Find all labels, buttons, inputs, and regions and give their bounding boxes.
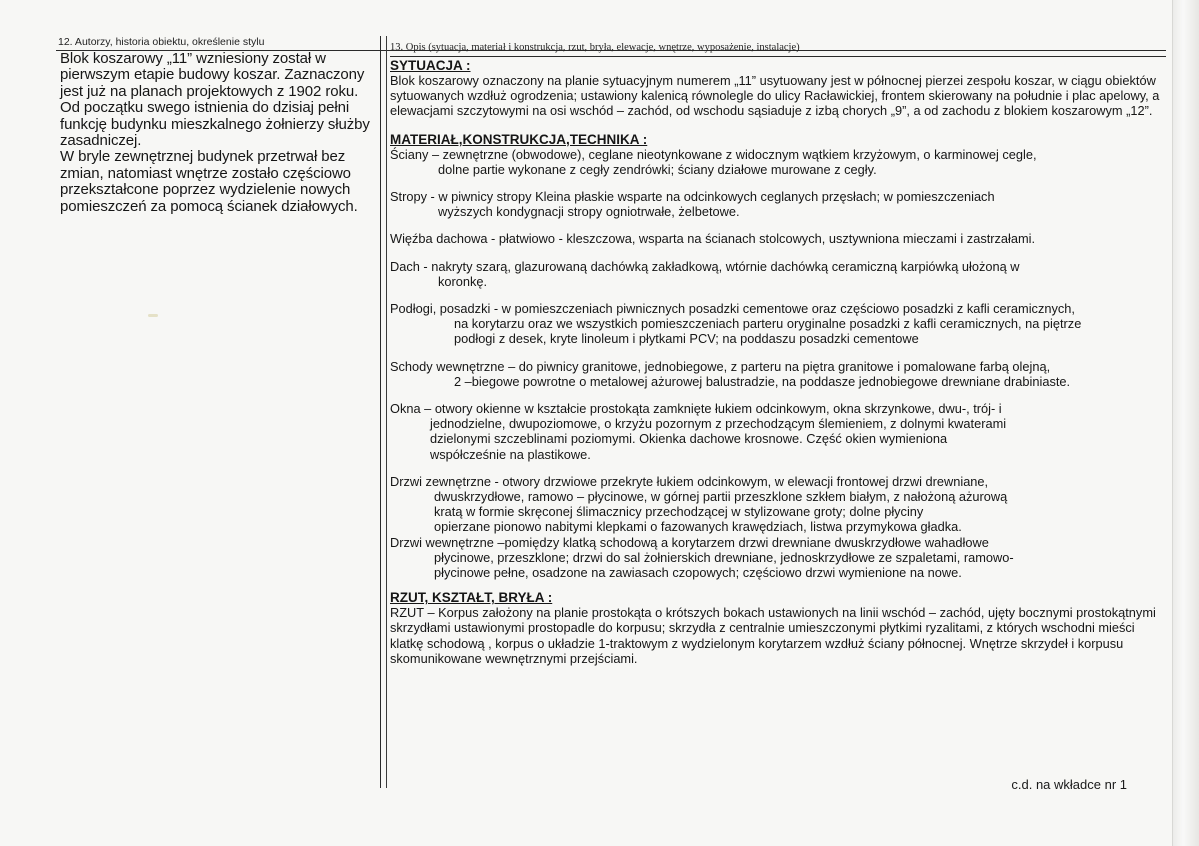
section-12-header: 12. Autorzy, historia obiektu, określenie stylu <box>58 36 265 48</box>
sytuacja-section <box>390 58 1160 119</box>
wiezba-entry: Więźba dachowa - płatwiowo - kleszczowa, wsparta na ścianach stolcowych, usztywniona mieczami i zastrzałami. <box>390 231 1036 247</box>
stropy-line: wyższych kondygnacji stropy ogniotrwałe, żelbetowe. <box>438 204 740 220</box>
drzwi-line: płycinowe, przeszklone; drzwi do sal żołnierskich drewniane, jednoskrzydłowe ze szpaletami, ramowo- <box>434 549 1014 565</box>
drzwi-wewnetrzne-entry <box>390 535 1160 581</box>
rzut-text: RZUT – Korpus założony na planie prostokąta o krótszych bokach ustawionych na linii wschód – zachód, ujęty bocznymi prostokątnymi skrzydłami ustawionymi prostopadle do korpusu; skrzydła z centralnie umieszczonymi płytkimi ryzalitami, z których wschodni mieści klatkę schodową , korpus o układzie 1-traktowym z wydzielonym korytarzem wzdłuż ściany północnej. Wnętrze skrzydeł i korpusu skomunikowane wewnętrznymi przejściami. <box>390 605 1156 666</box>
stropy-line: Stropy - w piwnicy stropy Kleina płaskie wsparte na odcinkowych ceglanych przęsłach; w pomieszczeniach <box>390 189 995 205</box>
left-column <box>58 36 378 215</box>
stropy-entry <box>390 189 1160 219</box>
drzwi-line: kratą w formie skręconej ślimacznicy przechodzącej w stylizowane groty; dolne płyciny <box>434 504 924 520</box>
dach-entry <box>390 259 1160 289</box>
dach-line: koronkę. <box>438 273 488 289</box>
podlogi-entry <box>390 301 1160 347</box>
podlogi-line: na korytarzu oraz we wszystkich pomieszczeniach parteru oryginalne posadzki z kafli ceramicznych, na piętrze <box>454 316 1082 332</box>
history-paragraph: Blok koszarowy „11” wzniesiony został w pierwszym etapie budowy koszar. Zaznaczony jest już na planach projektowych z 1902 roku. Od początku swego istnienia do dzisiaj pełni funkcję budynku mieszkalnego żołnierzy służby zasadniczej. <box>60 50 370 150</box>
okna-line: jednodzielne, dwupoziomowe, o krzyżu pozornym z przechodzącym ślemieniem, z dolnymi kwaterami <box>430 416 1007 432</box>
rzut-title: RZUT, KSZTAŁT, BRYŁA : <box>390 590 553 606</box>
okna-line: Okna – otwory okienne w kształcie prostokąta zamknięte łukiem odcinkowym, okna skrzynkowe, dwu-, trój- i <box>390 401 1002 417</box>
podlogi-line: podłogi z desek, kryte linoleum i płytkami PCV; na poddaszu posadzki cementowe <box>454 331 919 347</box>
drzwi-line: Drzwi zewnętrzne - otwory drzwiowe przekryte łukiem odcinkowym, w elewacji frontowej drzwi drewniane, <box>390 473 989 489</box>
schody-line: Schody wewnętrzne – do piwnicy granitowe, jednobiegowe, z parteru na piętra granitowe i pomalowane farbą olejną, <box>390 358 1051 374</box>
sytuacja-title: SYTUACJA : <box>390 58 471 73</box>
drzwi-zewnetrzne-entry <box>390 474 1160 535</box>
okna-line: współcześnie na plastikowe. <box>430 446 591 462</box>
okna-entry <box>390 401 1160 462</box>
okna-line: dzielonymi szczeblinami poziomymi. Okienka dachowe krosnowe. Część okien wymieniona <box>430 431 948 447</box>
drzwi-line: opierzane pionowo nabitymi klepkami o fazowanych krawędziach, listwa przymykowa gładka. <box>434 519 962 535</box>
drzwi-line: dwuskrzydłowe, ramowo – płycinowe, w górnej partii przeszklone szkłem białym, z nałożoną ażurową <box>434 489 1008 505</box>
dach-line: Dach - nakryty szarą, glazurowaną dachówką zakładkową, wtórnie dachówką ceramiczną karpiówką ułożoną w <box>390 258 1020 274</box>
material-title: MATERIAŁ,KONSTRUKCJA,TECHNIKA : <box>390 131 648 147</box>
section-13-header: 13. Opis (sytuacja, materiał i konstrukcja, rzut, bryła, elewacje, wnętrze, wyposażenie, instalacje) <box>390 42 800 53</box>
sciany-line: dolne partie wykonane z cegły zendrówki; ściany działowe murowane z cegły. <box>438 161 877 177</box>
paper-speck <box>148 314 158 317</box>
podlogi-line: Podłogi, posadzki - w pomieszczeniach piwnicznych posadzki cementowe oraz częściowo posadzki z kafli ceramicznych, <box>390 301 1075 317</box>
schody-line: 2 –biegowe powrotne o metalowej ażurowej balustradzie, na poddasze jednobiegowe drewniane drabiniaste. <box>454 373 1071 389</box>
right-column <box>390 42 1160 666</box>
drzwi-line: płycinowe pełne, osadzone na zawiasach czopowych; częściowo drzwi wymienione na nowe. <box>434 565 962 581</box>
history-text <box>60 51 378 215</box>
history-paragraph: W bryle zewnętrznej budynek przetrwał bez zmian, natomiast wnętrze zostało częściowo przekształcone poprzez wydzielenie nowych pomieszczeń za pomocą ścianek działowych. <box>60 148 358 215</box>
column-divider-inner <box>386 36 387 788</box>
material-section <box>390 132 1160 581</box>
sciany-entry <box>390 147 1160 177</box>
continuation-note: c.d. na wkładce nr 1 <box>1011 777 1127 792</box>
column-divider <box>380 36 381 788</box>
paper-edge <box>1172 0 1199 846</box>
rzut-section <box>390 590 1160 666</box>
drzwi-line: Drzwi wewnętrzne –pomiędzy klatką schodową a korytarzem drzwi drewniane dwuskrzydłowe wahadłowe <box>390 534 989 550</box>
schody-entry <box>390 359 1160 389</box>
sciany-line: Ściany – zewnętrzne (obwodowe), ceglane nieotynkowane z widocznym wątkiem krzyżowym, o karminowej cegle, <box>390 146 1037 162</box>
sytuacja-text: Blok koszarowy oznaczony na planie sytuacyjnym numerem „11” usytuowany jest w północnej pierzei zespołu koszar, w ciągu obiektów sytuowanych wzdłuż ogrodzenia; ustawiony kalenicą równolegle do ulicy Racławickiej, frontem skierowany na południe i plac apelowy, a elewacjami szczytowymi na osi wschód – zachód, od wschodu sąsiaduje z izbą chorych „9”, a od zachodu z blokiem koszarowym „12”. <box>390 73 1160 119</box>
